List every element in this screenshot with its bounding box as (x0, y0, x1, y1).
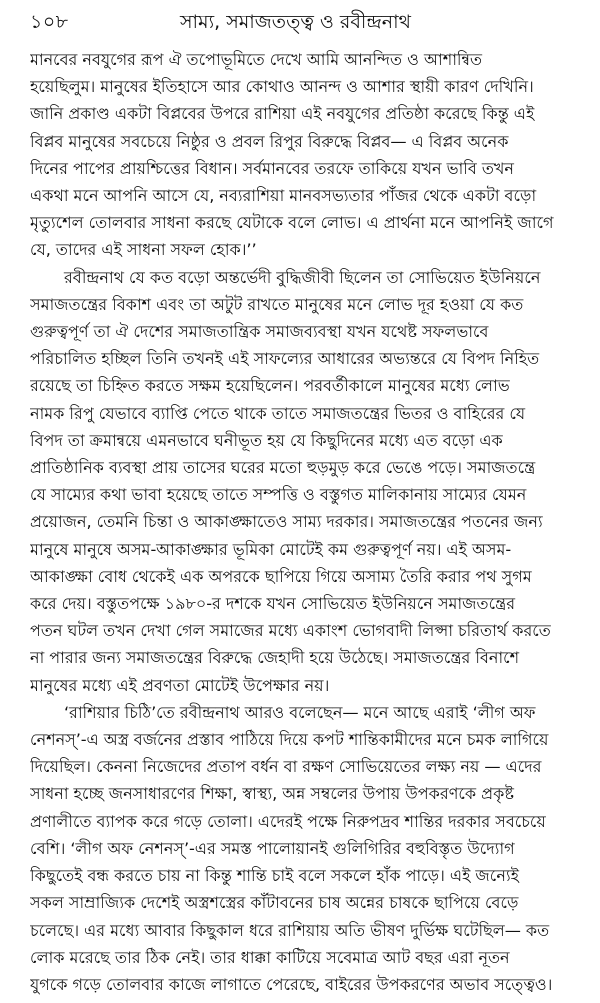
text-line: আকাঙ্ক্ষা বোধ থেকেই এক অপরকে ছাপিয়ে গিয়ে অসাম্য তৈরি করার পথ সুগম (30, 566, 532, 586)
page-header (30, 0, 572, 46)
text-line: সমাজতন্ত্রের বিকাশ এবং তা অটুট রাখতে মানুষের মনে লোভ দূর হওয়া যে কত (30, 294, 524, 314)
text-line: মৃত্যুশেল তোলবার সাধনা করছে যেটাকে বলে লোভ। এ প্রার্থনা মনে আপনিই জাগে (30, 213, 554, 233)
paragraph-3 (30, 699, 572, 998)
text-line: প্রণালীতে ব্যাপক করে গড়ে তোলা। এদেরই পক্ষে নিরুপদ্রব শান্তির দরকার সবচেয়ে (30, 811, 546, 831)
text-line: যে সাম্যের কথা ভাবা হয়েছে তাতে সম্পত্তি ও বস্তুগত মালিকানায় সাম্যের যেমন (30, 485, 527, 505)
text-line: কিছুতেই বন্ধ করতে চায় না কিন্তু শান্তি চাই বলে সকলে হাঁক পাড়ে। এই জন্যেই (30, 866, 519, 886)
paragraph-2 (30, 264, 572, 699)
text-line: একথা মনে আপনি আসে যে, নব্যরাশিয়া মানবসভ্যতার পাঁজর থেকে একটা বড়ো (30, 186, 537, 206)
text-line: বেশি। ‘লীগ অফ নেশনস্’-এর সমস্ত পালোয়ানই গুলিগিরির বহুবিস্তৃত উদ্যোগ (30, 838, 515, 858)
text-line: বিপদ তা ক্রমান্বয়ে এমনভাবে ঘনীভূত হয় যে কিছুদিনের মধ্যে এত বড়ো এক (30, 430, 503, 450)
text-line: বিপ্লব মানুষের সবচেয়ে নিষ্ঠুর ও প্রবল রিপুর বিরুদ্ধে বিপ্লব— এ বিপ্লব অনেক (30, 131, 509, 151)
text-line: রয়েছে তা চিহ্নিত করতে সক্ষম হয়েছিলেন। পরবর্তীকালে মানুষের মধ্যে লোভ (30, 376, 510, 396)
text-line: লোক মরেছে তার ঠিক নেই। তার ধাক্কা কাটিয়ে সবেমাত্র আট বছর এরা নূতন (30, 947, 510, 967)
text-line: চলেছে। এর মধ্যে আবার কিছুকাল ধরে রাশিয়ায় অতি ভীষণ দুর্ভিক্ষ ঘটেছিল— কত (30, 920, 550, 940)
text-line: না পারার জন্য সমাজতন্ত্রের বিরুদ্ধে জেহাদী হয়ে উঠেছে। সমাজতন্ত্রের বিনাশে (30, 648, 520, 668)
body-text (30, 46, 572, 998)
text-line: সাধনা হচ্ছে জনসাধারণের শিক্ষা, স্বাস্থ্য, অন্ন সম্বলের উপায় উপকরণকে প্রকৃষ্ট (30, 784, 514, 804)
text-line: প্রয়োজন, তেমনি চিন্তা ও আকাঙ্ক্ষাতেও সাম্য দরকার। সমাজতন্ত্রের পতনের জন্য (30, 512, 543, 532)
text-line: দিয়েছিল। কেননা নিজেদের প্রতাপ বর্ধন বা রক্ষণ সোভিয়েতের লক্ষ্য নয় — এদের (30, 757, 542, 777)
text-line: যুগকে গড়ে তোলবার কাজে লাগাতে পেরেছে, বাইরের উপকরণের অভাব সত্ত্বেও। (30, 974, 553, 994)
text-line: মানবের নবযুগের রূপ ঐ তপোভূমিতে দেখে আমি আনন্দিত ও আশান্বিত (30, 50, 483, 69)
text-line: মানুষের মধ্যে এই প্রবণতা মোটেই উপেক্ষার নয়। (30, 675, 330, 695)
text-line: জানি প্রকাণ্ড একটা বিপ্লবের উপরে রাশিয়া এই নবযুগের প্রতিষ্ঠা করেছে কিন্তু এই (30, 104, 535, 124)
text-line: রবীন্দ্রনাথ যে কত বড়ো অন্তর্ভেদী বুদ্ধিজীবী ছিলেন তা সোভিয়েত ইউনিয়নে (64, 267, 541, 287)
text-line: দিনের পাপের প্রায়শ্চিত্তের বিধান। সর্বমানবের তরফে তাকিয়ে যখন ভাবি তখন (30, 158, 514, 178)
text-line: গুরুত্বপূর্ণ তা ঐ দেশের সমাজতান্ত্রিক সমাজব্যবস্থা যখন যথেষ্ট সফলভাবে (30, 322, 489, 342)
text-line: যে, তাদের এই সাধনা সফল হোক।’’ (30, 240, 257, 260)
text-line: করে দেয়। বস্তুতপক্ষে ১৯৮০-র দশকে যখন সোভিয়েত ইউনিয়নে সমাজতন্ত্রের (30, 594, 516, 614)
text-line: প্রাতিষ্ঠানিক ব্যবস্থা প্রায় তাসের ঘরের মতো হুড়মুড় করে ভেঙে পড়ে। সমাজতন্ত্রে (30, 458, 536, 478)
text-line: নামক রিপু যেভাবে ব্যাপ্তি পেতে থাকে তাতে সমাজতন্ত্রের ভিতর ও বাহিরের যে (30, 403, 526, 423)
text-line: ‘রাশিয়ার চিঠি’তে রবীন্দ্রনাথ আরও বলেছেন— মনে আছে এরাই ‘লীগ অফ (64, 702, 536, 722)
paragraph-1 (30, 46, 572, 264)
running-title: সাম্য, সমাজতত্ত্ব ও রবীন্দ্রনাথ (180, 11, 411, 33)
page-number: ১০৮ (30, 11, 69, 33)
text-line: নেশনস্’-এ অস্ত্র বর্জনের প্রস্তাব পাঠিয়ে দিয়ে কপট শান্তিকামীদের মনে চমক লাগিয়ে (30, 730, 549, 750)
text-line: মানুষে মানুষে অসম-আকাঙ্ক্ষার ভূমিকা মোটেই কম গুরুত্বপূর্ণ নয়। এই অসম- (30, 539, 512, 559)
text-line: হয়েছিলুম। মানুষের ইতিহাসে আর কোথাও আনন্দ ও আশার স্থায়ী কারণ দেখিনি। (30, 77, 534, 97)
text-line: সকল সাম্রাজ্যিক দেশেই অস্ত্রশস্ত্রের কাঁটাবনের চাষ অন্নের চাষকে ছাপিয়ে বেড়ে (30, 893, 519, 913)
text-line: পরিচালিত হচ্ছিল তিনি তখনই এই সাফল্যের আধারের অভ্যন্তরে যে বিপদ নিহিত (30, 349, 540, 369)
text-line: পতন ঘটল তখন দেখা গেল সমাজের মধ্যে একাংশ ভোগবাদী লিপ্সা চরিতার্থ করতে (30, 621, 551, 641)
